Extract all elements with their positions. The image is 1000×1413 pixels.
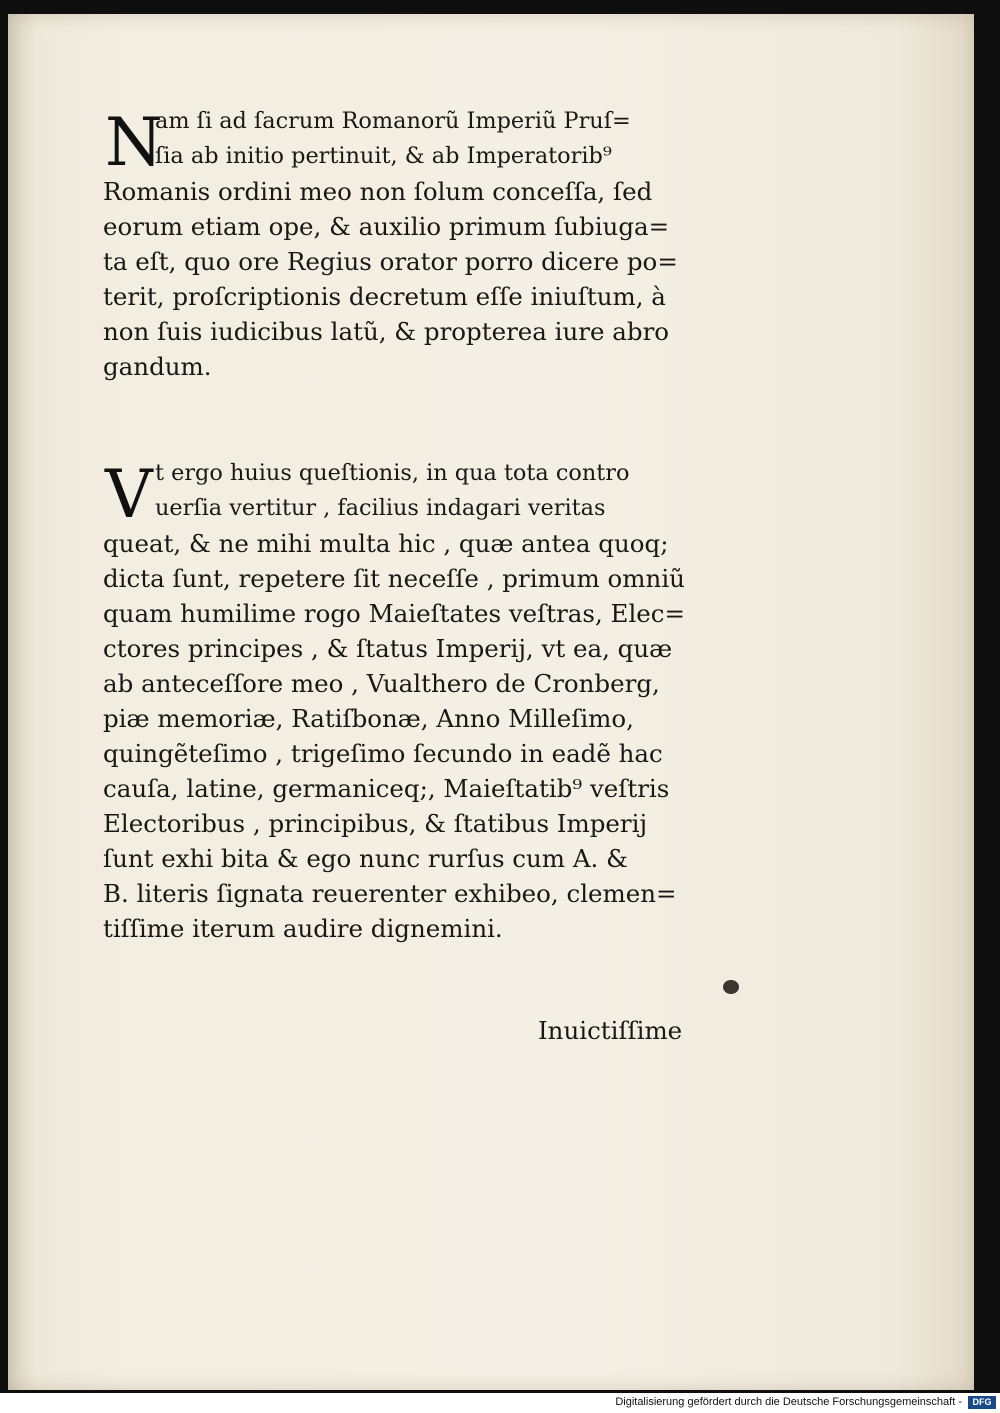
text-line: ctores principes , & ſtatus Imperij, vt ea, quæ — [103, 634, 673, 663]
ink-blot — [723, 980, 739, 994]
funding-credit: Digitalisierung gefördert durch die Deutsche Forschungsgemeinschaft - — [615, 1396, 962, 1408]
text-line: ab anteceſſore meo , Vualthero de Cronberg, — [103, 669, 660, 698]
text-line: dicta ſunt, repetere ſit neceſſe , primum omniũ — [103, 564, 685, 593]
text-line: t ergo huius queſtionis, in qua tota contro — [155, 460, 630, 486]
paragraph-2 — [103, 456, 703, 946]
text-line: queat, & ne mihi multa hic , quæ antea quoq; — [103, 529, 669, 558]
dropcap-v: V — [105, 456, 153, 533]
paragraph-1 — [103, 104, 703, 384]
text-line: Electoribus , principibus, & ſtatibus Imperij — [103, 809, 648, 838]
text-line: uerſia vertitur , facilius indagari veritas — [155, 495, 606, 521]
text-line: cauſa, latine, germaniceq;, Maieſtatib⁹ veſtris — [103, 774, 670, 803]
text-line: B. literis ſignata reuerenter exhibeo, clemen= — [103, 879, 677, 908]
catchword: Inuictiſſime — [538, 1016, 683, 1045]
text-line: ta eſt, quo ore Regius orator porro dicere po= — [103, 247, 678, 276]
text-line: ſia ab initio pertinuit, & ab Imperatorib⁹ — [155, 143, 612, 169]
text-line: eorum etiam ope, & auxilio primum ſubiuga= — [103, 212, 670, 241]
text-line: ſunt exhi bita & ego nunc rurſus cum A. & — [103, 844, 628, 873]
text-line: am ſi ad ſacrum Romanorũ Imperiũ Pruſ= — [155, 108, 631, 134]
text-line: non ſuis iudicibus latũ, & propterea iure abro — [103, 317, 670, 346]
text-line: gandum. — [103, 352, 212, 381]
text-line: quam humilime rogo Maieſtates veſtras, Elec= — [103, 599, 686, 628]
text-line: tiſſime iterum audire dignemini. — [103, 914, 503, 943]
text-line: piæ memoriæ, Ratiſbonæ, Anno Milleſimo, — [103, 704, 634, 733]
text-line: terit, proſcriptionis decretum eſſe iniuſtum, à — [103, 282, 666, 311]
dfg-logo-icon: DFG — [968, 1396, 996, 1409]
footer-bar — [0, 1393, 1000, 1413]
text-line: quingẽteſimo , trigeſimo ſecundo in eadẽ hac — [103, 739, 663, 768]
book-page — [8, 14, 974, 1390]
text-line: Romanis ordini meo non ſolum conceſſa, ſed — [103, 177, 653, 206]
dropcap-n: N — [105, 104, 163, 181]
